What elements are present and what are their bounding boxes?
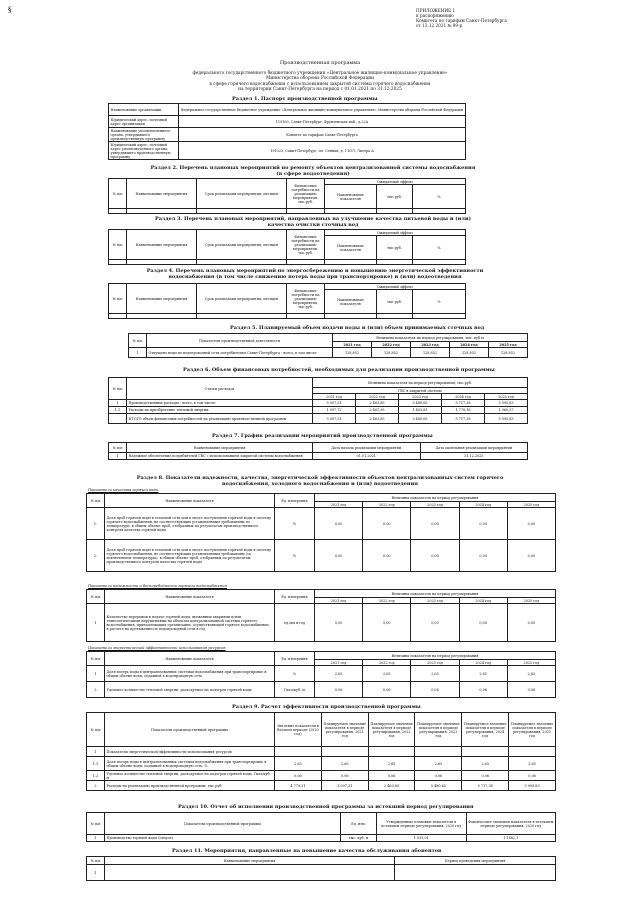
table-header: 2025 год: [507, 502, 555, 508]
table-cell: Доля потерь воды в централизованных системах водоснабжения при транспортировке в общем объеме воды, поданной в водопроводную сеть, %: [105, 757, 275, 771]
table-cell: 1 997,72: [313, 407, 356, 414]
table-header: Финансовые потребности на реализацию мероприятия, тыс.руб.: [287, 230, 325, 260]
table-cell: 2,65: [368, 757, 415, 771]
table-cell: 0,06: [275, 771, 322, 781]
section-6-table: [108, 377, 528, 424]
table-cell: Наименование уполномоченного органа, утвердившего производственную программу: [109, 128, 179, 142]
table-cell: 2,65: [509, 757, 556, 771]
table-cell: 5 007,31: [321, 781, 368, 791]
table-header: тыс.руб.: [377, 185, 413, 209]
table-header: Величина показателя на период регулирования: [315, 652, 556, 660]
section-8-table-reliability: [86, 589, 556, 642]
table-cell: Удельное количество тепловой энергии, расходуемое на подогрев горячей воды, Гкал/куб. м: [105, 771, 275, 781]
table-cell: Юридический адрес, почтовый адрес уполномоченного органа, утвердившего производственную программу: [109, 142, 179, 160]
table-header: Наименование мероприятия: [127, 284, 197, 314]
table-header: Значение показателя в базовом периоде (2020 год): [275, 713, 322, 747]
table-header: тыс.руб.: [377, 236, 413, 260]
table-cell: 0,00: [411, 540, 459, 572]
table-cell: Показатели энергетической эффективности использования ресурсов: [105, 747, 275, 757]
table-cell: Отпущено воды по водопроводной сети потребителям Санкт-Петербурга - всего, в том числе:: [147, 348, 333, 358]
table-cell: ед./км в год: [275, 604, 315, 642]
table-cell: 1.2: [87, 771, 105, 781]
table-row: [109, 128, 466, 142]
table-cell: 2,65: [363, 666, 411, 682]
table-header: Срок реализации мероприятия, месяцев: [197, 179, 287, 209]
table-cell: 191023, Санкт-Петербург, пл. Сенная, д. 1 ЮЛ, Литера А: [179, 142, 466, 160]
table-header: № п/п: [109, 179, 127, 209]
section-5-table: [128, 333, 528, 358]
subheading-energy-efficiency: Показатели энергетической эффективности использования ресурсов: [88, 646, 226, 650]
table-cell: 1: [87, 747, 105, 757]
table-cell: 0,00: [363, 604, 411, 642]
table-cell: 1: [87, 835, 105, 842]
table-cell: 5 995,83: [509, 781, 556, 791]
table-row: [109, 407, 528, 414]
subtitle-line: Министерства обороны Российской Федерации: [266, 76, 374, 82]
section-7-table: [108, 442, 528, 460]
table-header: Ед. измерения: [275, 494, 315, 508]
table-header: 2022 год: [363, 502, 411, 508]
table-header: 2024 год: [459, 598, 507, 604]
table-cell: 2,65: [315, 666, 363, 682]
table-row: [129, 348, 528, 358]
table-cell: 0,00: [363, 540, 411, 572]
table-header: 2025 год: [489, 342, 528, 348]
table-cell: 5 717,38: [442, 414, 485, 424]
section-8-title: Раздел 8. Показатели надежности, качества, энергетической эффективности объектов централизованных систем горячего: [136, 475, 504, 481]
table-cell: Надежное обеспечение потребителей ГВС с использованием закрытой системы водоснабжения: [127, 453, 313, 460]
section-2-table: [108, 178, 466, 214]
table-header: Величина показателя на период регулирования: [315, 590, 556, 598]
table-header: Ожидаемый эффект: [325, 230, 466, 236]
table-cell: 128,852: [411, 348, 450, 358]
table-cell: 0,00: [363, 508, 411, 540]
table-cell: 1.: [87, 508, 105, 540]
table-header: 2023 год: [411, 660, 459, 666]
table-header: Наименование показателя: [105, 652, 275, 666]
table-cell: 128,852: [450, 348, 489, 358]
table-header: Планируемое значение показателя в периоде регулирования, 2024 год: [462, 713, 509, 747]
table-header: %: [413, 236, 466, 260]
table-row: [87, 604, 556, 642]
table-cell: 128,852: [489, 348, 528, 358]
table-cell: 4 779,31: [275, 781, 322, 791]
table-header: 2021 год: [315, 660, 363, 666]
table-header: Наименование показателя: [325, 236, 377, 260]
table-cell: 0,00: [459, 508, 507, 540]
table-cell: 2,65: [275, 757, 322, 771]
table-cell: 01.01.2021: [313, 453, 421, 460]
table-cell: 5 995,83: [485, 400, 528, 407]
table-row: [109, 142, 466, 160]
table-cell: Гкал/куб. м: [275, 682, 315, 698]
table-cell: 0,06: [462, 771, 509, 781]
table-row: 1: [87, 865, 556, 881]
table-header: № п/п: [109, 230, 127, 260]
table-header: 2025 год: [507, 660, 555, 666]
table-header: Финансовые потребности на реализацию мероприятия, тыс.руб.: [287, 179, 325, 209]
table-cell: 1 935,01: [377, 835, 467, 842]
corner-mark: §: [8, 6, 12, 14]
table-header: Ожидаемый эффект: [325, 179, 466, 185]
table-header: Фактические значения показателя в истекшем периоде регулирования, 2020 год: [466, 813, 556, 835]
appendix-line: ПРИЛОЖЕНИЕ 1: [416, 8, 456, 13]
table-row: [87, 835, 556, 842]
table-header: 2021 год: [315, 502, 363, 508]
table-header: Финансовые потребности на реализацию мероприятия, тыс.руб.: [287, 284, 325, 314]
table-cell: 0,00: [507, 508, 555, 540]
subtitle-line: на территории Санкт-Петербурга на период с 01.01.2021 по 31.12.2025: [238, 87, 402, 93]
table-row: [109, 453, 528, 460]
subheading-hot-water-quality: Показатели качества горячей воды: [88, 488, 159, 492]
table-cell: 0,06: [415, 771, 462, 781]
table-cell: 0,06: [321, 771, 368, 781]
table-header: Дата начала реализации мероприятий: [313, 443, 421, 453]
table-cell: 2.: [87, 540, 105, 572]
table-cell: 5 717,38: [462, 781, 509, 791]
table-header: № п/п: [87, 857, 105, 865]
table-header: Ед. измерения: [275, 590, 315, 604]
table-cell: 0,00: [315, 540, 363, 572]
table-header: Период проведения мероприятия: [395, 857, 556, 865]
table-cell: 2 461,95: [356, 407, 399, 414]
table-cell: 2,65: [507, 666, 555, 682]
table-cell: 2,65: [321, 757, 368, 771]
table-cell: 128,852: [372, 348, 411, 358]
table-header: Величина показателя на период регулирования, тыс. куб.м: [333, 334, 528, 342]
table-header: Ожидаемый эффект: [325, 284, 466, 290]
table-cell: 5 007,31: [313, 414, 356, 424]
table-cell: 1.1: [109, 407, 127, 414]
table-header: Наименование мероприятия: [127, 443, 313, 453]
table-cell: 2 463,85: [368, 781, 415, 791]
table-header: Наименование показателя: [325, 185, 377, 209]
table-header: № п/п: [87, 590, 105, 604]
table-cell: 1 1682,1: [466, 835, 556, 842]
section-8-title-cont: водоснабжения, холодного водоснабжения и (или) водоотведения: [222, 481, 418, 487]
table-header: № п/п: [109, 378, 127, 400]
table-cell: %: [275, 540, 315, 572]
table-header: Дата окончания реализации мероприятий: [420, 443, 528, 453]
table-header: 2023 год: [411, 598, 459, 604]
table-cell: 2: [87, 682, 105, 698]
table-row: [87, 747, 556, 757]
table-header: %: [413, 290, 466, 314]
section-1-title: Раздел 1. Паспорт производственной программы: [232, 96, 378, 102]
section-1-table: [108, 103, 466, 160]
table-header: 2023 год: [411, 502, 459, 508]
table-header: 2022 год: [356, 394, 399, 400]
table-row: [87, 781, 556, 791]
table-header: Ед. изм.: [341, 813, 377, 835]
section-8-table-quality: [86, 493, 556, 572]
table-header: Срок реализации мероприятия, месяцев: [197, 284, 287, 314]
section-3-title: Раздел 3. Перечень плановых мероприятий, направленных на улучшение качества питьевой воды и (или) качества очистки сточных вод: [155, 216, 471, 228]
table-cell: ИТОГО объем финансовых потребностей на реализацию производственной программы: [127, 414, 313, 424]
section-4-title: Раздел 4. Перечень плановых мероприятий по энергосбережению и повышению энергетической эффективности водоснабжения (в том числе снижению потерь воды при транспортировке) и (или) водоотведения: [146, 268, 484, 280]
table-cell: Доля проб горячей воды в тепловой сети или в месте поступления горячей воды в систему горячего водоснабжения, не соответствующих установленным требованиям по температуре, в общем объеме проб, отобранных по результатам производственного контроля качества горячей воды: [105, 508, 275, 540]
table-cell: 1.1: [87, 757, 105, 771]
table-cell: %: [275, 666, 315, 682]
section-6-title: Раздел 6. Объем финансовых потребностей, необходимых для реализации производственной программы: [183, 367, 495, 373]
table-cell: 0,00: [459, 540, 507, 572]
table-header: Планируемое значение показателя в периоде регулирования, 2023 год: [415, 713, 462, 747]
table-cell: тыс. куб. м: [341, 835, 377, 842]
appendix-line: Комитета по тарифам Санкт-Петербурга: [416, 18, 507, 23]
table-row: [109, 104, 466, 116]
appendix-line: к распоряжению: [416, 13, 454, 18]
table-header: 2024 год: [450, 342, 489, 348]
table-header: 2022 год: [363, 598, 411, 604]
document-subtitle: [0, 71, 640, 93]
table-cell: 5 480,65: [399, 400, 442, 407]
section-11-table: [86, 856, 556, 881]
table-cell: 1: [129, 348, 147, 358]
table-cell: Доля проб горячей воды в тепловой сети или в месте поступления горячей воды в систему горячего водоснабжения, не соответствующих установленным требованиям (за исключением температуры), в общем объеме проб, отобранных по результатам производственного контроля качества горячей воды: [105, 540, 275, 572]
table-header: Величина показателя на период регулирования: [315, 494, 556, 502]
table-header: 2024 год: [442, 394, 485, 400]
table-cell: 5 480,65: [415, 781, 462, 791]
appendix-line: от 13.12.2021 № 99-р: [416, 23, 463, 28]
table-header: № п/п: [87, 813, 105, 835]
table-cell: Количество перерывов в подаче горячей воды, вызванных авариями и/или технологическими нарушениями на объектах централизованной системы горячего водоснабжения, принадлежащих организации, осуществляющей горячее водоснабжение, в расчете на протяженность водопроводной сети в год: [105, 604, 275, 642]
table-cell: 1: [109, 400, 127, 407]
table-cell: 119160, Санкт-Петербург, Фрунзенская наб., д.22А: [179, 116, 466, 128]
table-cell: 2,65: [411, 666, 459, 682]
table-cell: 0,06: [411, 682, 459, 698]
table-header: Наименование мероприятия: [105, 857, 395, 865]
table-cell: 128,852: [333, 348, 372, 358]
table-cell: Комитет по тарифам Санкт-Петербурга: [179, 128, 466, 142]
section-7-title: Раздел 7. График реализации мероприятий производственной программы: [212, 433, 433, 439]
table-header: Наименование показателя: [105, 590, 275, 604]
table-cell: 2: [87, 781, 105, 791]
table-row: [87, 682, 556, 698]
table-header: № п/п: [109, 443, 127, 453]
appendix-header: [416, 8, 508, 28]
section-3-table: [108, 229, 466, 265]
section-10-title: Раздел 10. Отчет об исполнении производственной программы за истекший период регулирования: [178, 804, 474, 810]
table-cell: [109, 414, 127, 424]
table-header: ГВС в закрытой системе: [313, 388, 528, 394]
table-header: 2025 год: [507, 598, 555, 604]
table-cell: 1 403,81: [399, 407, 442, 414]
table-cell: Производственные расходы - всего, в том числе:: [127, 400, 313, 407]
table-cell: Юридический адрес, почтовый адрес организации: [109, 116, 179, 128]
table-header: Величина показателя на период регулирования, тыс.руб.: [313, 378, 528, 388]
table-cell: 0,00: [459, 604, 507, 642]
table-cell: Наименование организации: [109, 104, 179, 116]
section-10-table: [86, 812, 556, 842]
document-title: Производственная программа: [279, 60, 361, 66]
table-cell: 1: [87, 666, 105, 682]
table-header: № п/п: [129, 334, 147, 348]
table-header: 2022 год: [372, 342, 411, 348]
table-header: Наименование мероприятия: [127, 230, 197, 260]
table-header: № п/п: [87, 713, 105, 747]
table-header: Наименование мероприятия: [127, 179, 197, 209]
table-cell: 0,06: [368, 771, 415, 781]
table-cell: 0,00: [507, 604, 555, 642]
table-row: [87, 771, 556, 781]
table-cell: 0,06: [459, 682, 507, 698]
table-header: Статьи расходов: [127, 378, 313, 400]
table-cell: 1: [109, 453, 127, 460]
table-header: № п/п: [109, 284, 127, 314]
table-cell: Расходы на приобретение тепловой энергии: [127, 407, 313, 414]
table-cell: 0,06: [507, 682, 555, 698]
table-header: Планируемое значение показателя в периоде регулирования, 2022 год: [368, 713, 415, 747]
table-cell: 2,65: [415, 757, 462, 771]
table-cell: 5 007,31: [313, 400, 356, 407]
table-cell: 5 717,38: [442, 400, 485, 407]
table-row: [87, 757, 556, 771]
table-cell: 5 480,65: [399, 414, 442, 424]
table-cell: %: [275, 508, 315, 540]
section-11-title: Раздел 11. Мероприятия, направленные на повышение качества обслуживания абонентов: [172, 848, 442, 854]
section-9-title: Раздел 9. Расчет эффективности производственной программы: [232, 704, 421, 710]
table-header: 2021 год: [315, 598, 363, 604]
table-header: Утвержденные плановые показатели в истекшем периоде регулирования, 2020 год: [377, 813, 467, 835]
table-header: 2021 год: [333, 342, 372, 348]
table-header: 2024 год: [459, 660, 507, 666]
table-cell: 0,00: [411, 508, 459, 540]
table-cell: 0,06: [315, 682, 363, 698]
table-row: [109, 116, 466, 128]
table-header: Показатели производственной деятельности: [147, 334, 333, 348]
table-header: Срок реализации мероприятия, месяцев: [197, 230, 287, 260]
section-8-table-energy: [86, 651, 556, 698]
table-cell: Расходы на реализацию производственной программы, тыс.руб.: [105, 781, 275, 791]
table-row: [109, 400, 528, 407]
table-header: № п/п: [87, 494, 105, 508]
table-header: 2025 год: [485, 394, 528, 400]
table-cell: 0,06: [509, 771, 556, 781]
table-cell: Производство горячей воды (отпуск): [105, 835, 341, 842]
table-row: [87, 540, 556, 572]
table-header: 2023 год: [399, 394, 442, 400]
table-row: [87, 508, 556, 540]
table-cell: 0,00: [315, 508, 363, 540]
table-cell: 0,06: [363, 682, 411, 698]
table-header: Наименование показателя: [105, 494, 275, 508]
section-5-title: Раздел 5. Планируемый объем подачи воды и (или) объем принимаемых сточных вод: [230, 325, 485, 331]
table-cell: 2,65: [459, 666, 507, 682]
table-cell: 1 960,57: [485, 407, 528, 414]
table-cell: 1: [87, 604, 105, 642]
table-cell: 5 995,83: [485, 414, 528, 424]
subtitle-line: в сфере горячего водоснабжения с использованием закрытой системы горячего водоснабжения: [209, 81, 431, 87]
section-9-table: [86, 712, 556, 791]
table-header: Показатели производственной программы: [105, 813, 341, 835]
table-header: Показатели производственной программы: [105, 713, 275, 747]
table-header: Планируемое значение показателя в периоде регулирования, 2025 год: [509, 713, 556, 747]
table-header: Ед. измерения: [275, 652, 315, 666]
table-cell: 1 778,18: [442, 407, 485, 414]
table-cell: 31.12.2025: [420, 453, 528, 460]
table-header: № п/п: [87, 652, 105, 666]
table-header: 2021 год: [313, 394, 356, 400]
table-header: Наименование показателя: [325, 290, 377, 314]
table-cell: Доля потерь воды в централизованных системах водоснабжения при транспортировке в общем объеме воды, поданной в водопроводную сеть: [105, 666, 275, 682]
table-row: [109, 414, 528, 424]
subheading-reliability: Показатели надежности и бесперебойности горячего водоснабжения: [88, 584, 227, 588]
subtitle-line: федерального государственного бюджетного учреждения «Центральное жилищно-коммунальное управление»: [192, 71, 448, 76]
table-cell: 0,00: [411, 604, 459, 642]
table-cell: Федеральное государственное бюджетное учреждение «Центральное жилищно-коммунальное управление» Министерства обороны Российской Федерации: [179, 104, 466, 116]
table-cell: 2 463,85: [356, 414, 399, 424]
table-row: [87, 666, 556, 682]
table-header: 2024 год: [459, 502, 507, 508]
table-cell: 0,00: [315, 604, 363, 642]
table-header: тыс.руб.: [377, 290, 413, 314]
table-cell: Удельное количество тепловой энергии, расходуемое на подогрев горячей воды: [105, 682, 275, 698]
table-cell: 2,65: [462, 757, 509, 771]
section-4-table: [108, 283, 466, 319]
table-header: 2022 год: [363, 660, 411, 666]
table-header: 2023 год: [411, 342, 450, 348]
section-2-title: Раздел 2. Перечень плановых мероприятий по ремонту объектов централизованной системы водоснабжения (в сфере водоотведения): [150, 165, 476, 177]
table-cell: 0,00: [507, 540, 555, 572]
table-header: Планируемое значение показателя в периоде регулирования, 2021 год: [321, 713, 368, 747]
table-header: %: [413, 185, 466, 209]
table-cell: 2 463,85: [356, 400, 399, 407]
